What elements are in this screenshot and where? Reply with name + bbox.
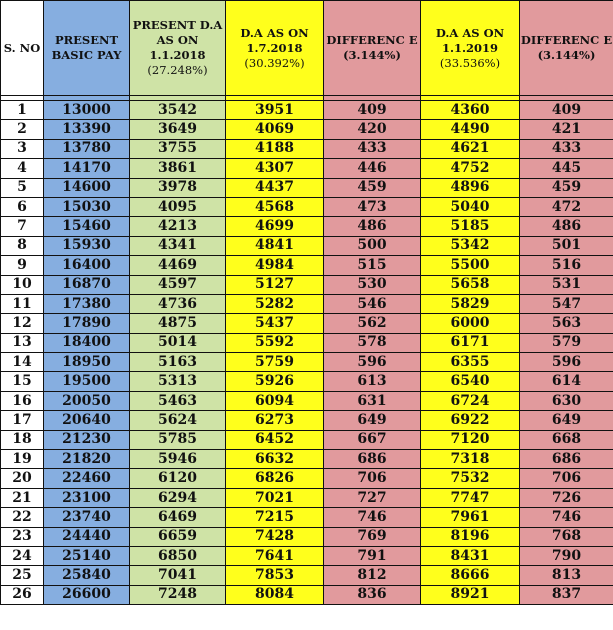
basic-pay-cell: 15460: [44, 217, 130, 236]
sno-cell: 21: [1, 488, 44, 507]
basic-pay-cell: 26600: [44, 585, 130, 604]
da-jul2018-cell: 3951: [226, 101, 324, 120]
basic-pay-cell: 19500: [44, 372, 130, 391]
da-2018-cell: 5463: [130, 391, 226, 410]
sno-cell: 15: [1, 372, 44, 391]
da-2019-cell: 5040: [421, 197, 520, 216]
da-2019-cell: 7747: [421, 488, 520, 507]
difference-1-cell: 613: [324, 372, 421, 391]
difference-1-cell: 812: [324, 566, 421, 585]
difference-2-cell: 768: [520, 527, 613, 546]
da-2018-cell: 6120: [130, 469, 226, 488]
da-2018-cell: 5785: [130, 430, 226, 449]
basic-pay-cell: 18400: [44, 333, 130, 352]
da-2018-cell: 4736: [130, 294, 226, 313]
da-jul2018-cell: 4699: [226, 217, 324, 236]
table-row: [1, 411, 613, 430]
da-2019-cell: 7532: [421, 469, 520, 488]
da-2018-cell: 6659: [130, 527, 226, 546]
difference-1-cell: 433: [324, 139, 421, 158]
table-row: [1, 333, 613, 352]
sno-cell: 1: [1, 101, 44, 120]
basic-pay-cell: 20050: [44, 391, 130, 410]
da-jul2018-cell: 6632: [226, 450, 324, 469]
table-row: [1, 527, 613, 546]
difference-1-cell: 515: [324, 256, 421, 275]
table-row: [1, 217, 613, 236]
basic-pay-cell: 22460: [44, 469, 130, 488]
da-jul2018-cell: 4437: [226, 178, 324, 197]
difference-2-cell: 547: [520, 294, 613, 313]
sno-cell: 23: [1, 527, 44, 546]
da-2018-cell: 3542: [130, 101, 226, 120]
difference-1-cell: 420: [324, 120, 421, 139]
da-2018-cell: 4095: [130, 197, 226, 216]
difference-1-cell: 836: [324, 585, 421, 604]
da-2019-cell: 5185: [421, 217, 520, 236]
sno-cell: 12: [1, 314, 44, 333]
da-jul2018-cell: 4568: [226, 197, 324, 216]
header-difference-2: DIFFERENC E (3.144%): [520, 1, 613, 96]
difference-2-cell: 563: [520, 314, 613, 333]
table-header: [1, 1, 613, 96]
da-jul2018-cell: 6452: [226, 430, 324, 449]
table-row: [1, 120, 613, 139]
table-row: [1, 450, 613, 469]
basic-pay-cell: 14170: [44, 159, 130, 178]
difference-2-cell: 726: [520, 488, 613, 507]
table-row: [1, 159, 613, 178]
da-2019-cell: 6355: [421, 353, 520, 372]
table-body: [1, 96, 613, 605]
sno-cell: 13: [1, 333, 44, 352]
difference-1-cell: 486: [324, 217, 421, 236]
da-jul2018-cell: 5759: [226, 353, 324, 372]
basic-pay-cell: 13000: [44, 101, 130, 120]
table-row: [1, 256, 613, 275]
header-da-2019-rate: (33.536%): [439, 55, 501, 70]
da-2018-cell: 4213: [130, 217, 226, 236]
difference-1-cell: 706: [324, 469, 421, 488]
table-row: [1, 391, 613, 410]
da-2018-cell: 4341: [130, 236, 226, 255]
header-difference-1: DIFFERENC E (3.144%): [324, 1, 421, 96]
difference-1-cell: 649: [324, 411, 421, 430]
da-jul2018-cell: 7021: [226, 488, 324, 507]
da-jul2018-cell: 7215: [226, 508, 324, 527]
da-jul2018-cell: 8084: [226, 585, 324, 604]
sno-cell: 26: [1, 585, 44, 604]
sno-cell: 3: [1, 139, 44, 158]
sno-cell: 22: [1, 508, 44, 527]
difference-1-cell: 409: [324, 101, 421, 120]
difference-1-cell: 446: [324, 159, 421, 178]
table-row: [1, 236, 613, 255]
difference-1-cell: 596: [324, 353, 421, 372]
difference-1-cell: 746: [324, 508, 421, 527]
da-2018-cell: 5014: [130, 333, 226, 352]
da-2018-cell: 7248: [130, 585, 226, 604]
da-2019-cell: 6540: [421, 372, 520, 391]
da-2019-cell: 8431: [421, 546, 520, 565]
da-2018-cell: 5946: [130, 450, 226, 469]
sno-cell: 16: [1, 391, 44, 410]
da-2019-cell: 6000: [421, 314, 520, 333]
sno-cell: 10: [1, 275, 44, 294]
difference-1-cell: 727: [324, 488, 421, 507]
header-da-2018: [130, 1, 226, 96]
sno-cell: 20: [1, 469, 44, 488]
difference-2-cell: 579: [520, 333, 613, 352]
table-row: [1, 294, 613, 313]
difference-2-cell: 630: [520, 391, 613, 410]
basic-pay-cell: 15030: [44, 197, 130, 216]
difference-1-cell: 530: [324, 275, 421, 294]
da-jul2018-cell: 4069: [226, 120, 324, 139]
basic-pay-cell: 25140: [44, 546, 130, 565]
difference-2-cell: 516: [520, 256, 613, 275]
sno-cell: 7: [1, 217, 44, 236]
da-2018-cell: 3861: [130, 159, 226, 178]
header-da-jul2018-rate: (30.392%): [244, 55, 305, 70]
difference-1-cell: 667: [324, 430, 421, 449]
table-row: [1, 585, 613, 604]
difference-2-cell: 596: [520, 353, 613, 372]
difference-2-cell: 746: [520, 508, 613, 527]
difference-2-cell: 409: [520, 101, 613, 120]
da-jul2018-cell: 4307: [226, 159, 324, 178]
header-da-jul2018: [226, 1, 324, 96]
difference-1-cell: 500: [324, 236, 421, 255]
difference-2-cell: 472: [520, 197, 613, 216]
da-2018-cell: 5313: [130, 372, 226, 391]
difference-2-cell: 614: [520, 372, 613, 391]
da-jul2018-cell: 6273: [226, 411, 324, 430]
sno-cell: 2: [1, 120, 44, 139]
difference-2-cell: 790: [520, 546, 613, 565]
da-2019-cell: 6171: [421, 333, 520, 352]
da-2018-cell: 6850: [130, 546, 226, 565]
da-jul2018-cell: 4841: [226, 236, 324, 255]
difference-2-cell: 813: [520, 566, 613, 585]
difference-2-cell: 649: [520, 411, 613, 430]
da-2019-cell: 5500: [421, 256, 520, 275]
da-2019-cell: 6922: [421, 411, 520, 430]
basic-pay-cell: 18950: [44, 353, 130, 372]
basic-pay-cell: 17380: [44, 294, 130, 313]
sno-cell: 18: [1, 430, 44, 449]
difference-2-cell: 486: [520, 217, 613, 236]
basic-pay-cell: 13780: [44, 139, 130, 158]
table-row: [1, 546, 613, 565]
da-jul2018-cell: 5437: [226, 314, 324, 333]
da-jul2018-cell: 7641: [226, 546, 324, 565]
da-jul2018-cell: 5282: [226, 294, 324, 313]
table-row: [1, 101, 613, 120]
da-2018-cell: 4875: [130, 314, 226, 333]
difference-1-cell: 562: [324, 314, 421, 333]
header-basic-pay: PRESENT BASIC PAY: [44, 1, 130, 96]
da-jul2018-cell: 4188: [226, 139, 324, 158]
table-row: [1, 430, 613, 449]
difference-1-cell: 578: [324, 333, 421, 352]
sno-cell: 25: [1, 566, 44, 585]
sno-cell: 9: [1, 256, 44, 275]
table-row: [1, 353, 613, 372]
header-da-2019: [421, 1, 520, 96]
table-row: [1, 314, 613, 333]
da-2019-cell: 5658: [421, 275, 520, 294]
difference-2-cell: 706: [520, 469, 613, 488]
da-2019-cell: 5342: [421, 236, 520, 255]
table-row: [1, 566, 613, 585]
da-2018-cell: 4597: [130, 275, 226, 294]
da-jul2018-cell: 7853: [226, 566, 324, 585]
sno-cell: 17: [1, 411, 44, 430]
sno-cell: 6: [1, 197, 44, 216]
table-row: [1, 508, 613, 527]
sno-cell: 4: [1, 159, 44, 178]
da-2019-cell: 4490: [421, 120, 520, 139]
da-2019-cell: 7120: [421, 430, 520, 449]
basic-pay-cell: 23740: [44, 508, 130, 527]
basic-pay-cell: 14600: [44, 178, 130, 197]
da-2019-cell: 4360: [421, 101, 520, 120]
da-jul2018-cell: 6826: [226, 469, 324, 488]
table-row: [1, 372, 613, 391]
da-2019-cell: 6724: [421, 391, 520, 410]
da-jul2018-cell: 5926: [226, 372, 324, 391]
da-2018-cell: 3978: [130, 178, 226, 197]
table-row: [1, 469, 613, 488]
da-jul2018-cell: 5127: [226, 275, 324, 294]
difference-1-cell: 546: [324, 294, 421, 313]
difference-2-cell: 421: [520, 120, 613, 139]
sno-cell: 11: [1, 294, 44, 313]
difference-2-cell: 501: [520, 236, 613, 255]
da-2018-cell: 4469: [130, 256, 226, 275]
header-da-2018-rate: (27.248%): [147, 63, 208, 77]
difference-2-cell: 459: [520, 178, 613, 197]
difference-1-cell: 459: [324, 178, 421, 197]
da-2019-cell: 4752: [421, 159, 520, 178]
da-2019-cell: 7961: [421, 508, 520, 527]
da-2019-cell: 8666: [421, 566, 520, 585]
da-2018-cell: 6469: [130, 508, 226, 527]
da-2018-cell: 3755: [130, 139, 226, 158]
da-jul2018-cell: 7428: [226, 527, 324, 546]
basic-pay-cell: 21820: [44, 450, 130, 469]
difference-1-cell: 686: [324, 450, 421, 469]
sno-cell: 19: [1, 450, 44, 469]
da-2019-cell: 7318: [421, 450, 520, 469]
da-2018-cell: 5163: [130, 353, 226, 372]
basic-pay-cell: 13390: [44, 120, 130, 139]
da-jul2018-cell: 4984: [226, 256, 324, 275]
da-jul2018-cell: 5592: [226, 333, 324, 352]
da-2019-cell: 5829: [421, 294, 520, 313]
da-2018-cell: 7041: [130, 566, 226, 585]
header-row: [1, 1, 613, 96]
da-jul2018-cell: 6094: [226, 391, 324, 410]
difference-1-cell: 769: [324, 527, 421, 546]
difference-2-cell: 668: [520, 430, 613, 449]
basic-pay-cell: 24440: [44, 527, 130, 546]
sno-cell: 14: [1, 353, 44, 372]
table-row: [1, 139, 613, 158]
difference-1-cell: 631: [324, 391, 421, 410]
difference-2-cell: 531: [520, 275, 613, 294]
da-2018-cell: 3649: [130, 120, 226, 139]
da-2019-cell: 8921: [421, 585, 520, 604]
table-row: [1, 275, 613, 294]
da-2018-cell: 6294: [130, 488, 226, 507]
difference-2-cell: 445: [520, 159, 613, 178]
difference-2-cell: 686: [520, 450, 613, 469]
da-2018-cell: 5624: [130, 411, 226, 430]
basic-pay-cell: 16400: [44, 256, 130, 275]
table-row: [1, 178, 613, 197]
basic-pay-cell: 25840: [44, 566, 130, 585]
sno-cell: 5: [1, 178, 44, 197]
sno-cell: 24: [1, 546, 44, 565]
difference-1-cell: 473: [324, 197, 421, 216]
basic-pay-cell: 16870: [44, 275, 130, 294]
difference-1-cell: 791: [324, 546, 421, 565]
da-2019-cell: 4896: [421, 178, 520, 197]
difference-2-cell: 433: [520, 139, 613, 158]
difference-2-cell: 837: [520, 585, 613, 604]
sno-cell: 8: [1, 236, 44, 255]
basic-pay-cell: 17890: [44, 314, 130, 333]
da-2019-cell: 4621: [421, 139, 520, 158]
header-da-2018-label: PRESENT D.A AS ON 1.1.2018: [132, 18, 223, 62]
header-sno: S. NO: [1, 1, 44, 96]
basic-pay-cell: 21230: [44, 430, 130, 449]
table-row: [1, 488, 613, 507]
basic-pay-cell: 20640: [44, 411, 130, 430]
header-da-jul2018-label: D.A AS ON 1.7.2018: [240, 25, 309, 55]
header-da-2019-label: D.A AS ON 1.1.2019: [435, 25, 505, 55]
da-2019-cell: 8196: [421, 527, 520, 546]
basic-pay-cell: 15930: [44, 236, 130, 255]
table-row: [1, 197, 613, 216]
basic-pay-cell: 23100: [44, 488, 130, 507]
